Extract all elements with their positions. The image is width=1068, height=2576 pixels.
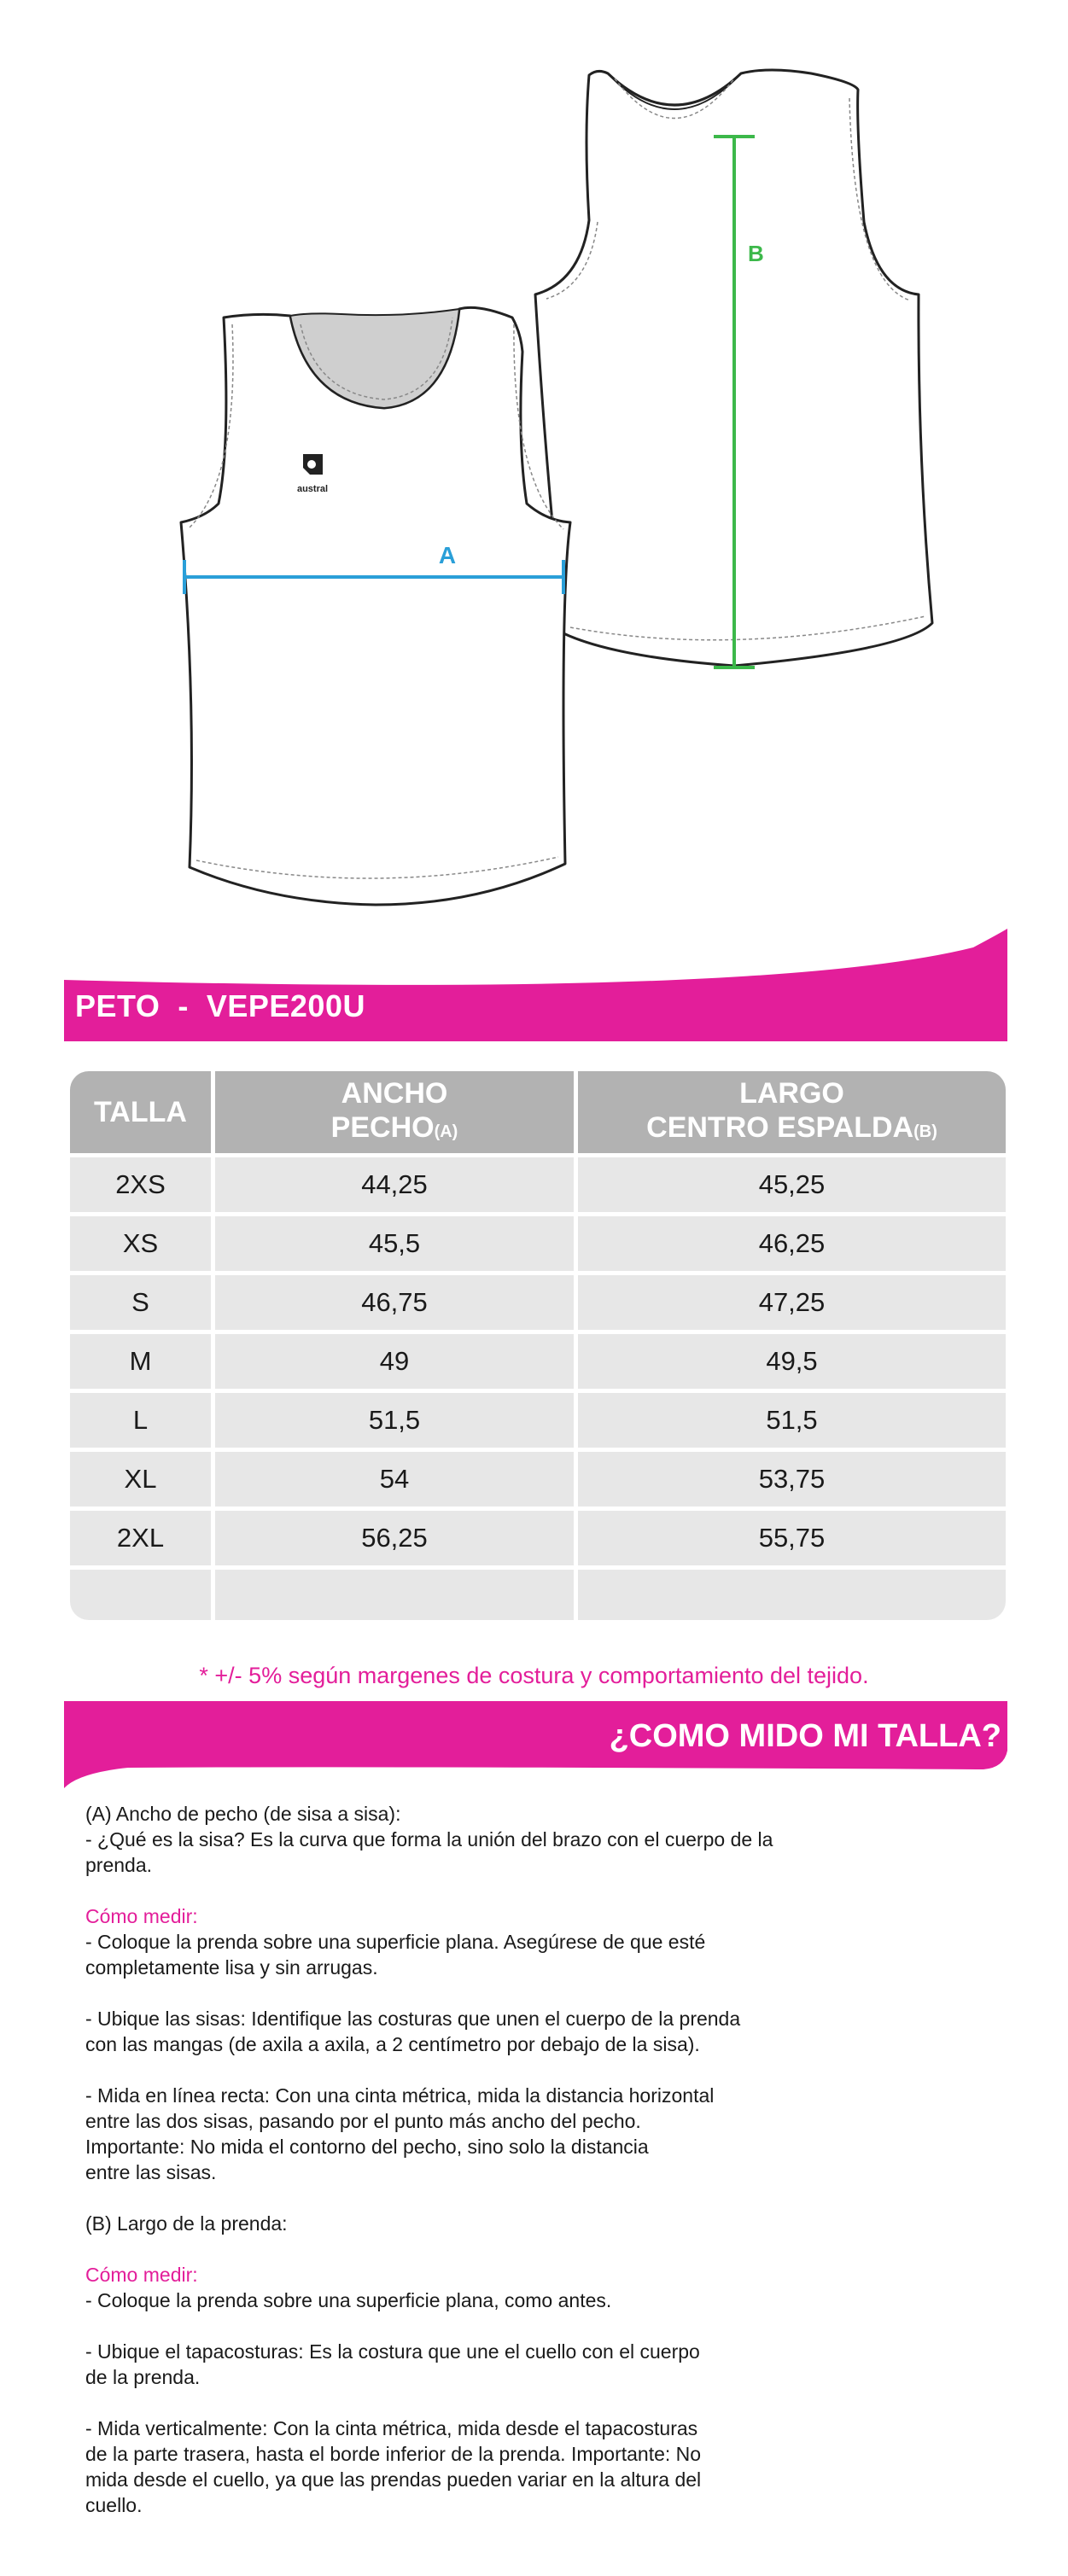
instruction-line: con las mangas (de axila a axila, a 2 centímetro por debajo de la sisa). <box>85 2033 700 2055</box>
back-length-cell: 47,25 <box>578 1271 1006 1330</box>
table-header-row <box>70 1071 1006 1153</box>
instruction-line: - Coloque la prenda sobre una superficie plana. Asegúrese de que esté <box>85 1931 706 1953</box>
instruction-line: - Ubique el tapacosturas: Es la costura que une el cuello con el cuerpo <box>85 2340 700 2363</box>
brand-wordmark: austral <box>296 484 329 494</box>
chest-width-cell: 51,5 <box>215 1389 578 1448</box>
table-row <box>70 1212 1006 1271</box>
instruction-line: cuello. <box>85 2494 143 2516</box>
instruction-line: - Mida en línea recta: Con una cinta métrica, mida la distancia horizontal <box>85 2084 715 2107</box>
header-ancho-line1: ANCHO <box>341 1076 448 1110</box>
instruction-line: Importante: No mida el contorno del pecho, sino solo la distancia <box>85 2136 649 2158</box>
tolerance-note: * +/- 5% según margenes de costura y comportamiento del tejido. <box>199 1663 869 1688</box>
instruction-line: completamente lisa y sin arrugas. <box>85 1956 378 1979</box>
title-band <box>0 922 1068 1050</box>
back-length-cell: 49,5 <box>578 1330 1006 1389</box>
instruction-line: de la prenda. <box>85 2366 201 2388</box>
instruction-line: entre las dos sisas, pasando por el punto más ancho del pecho. <box>85 2110 641 2132</box>
back-length-cell: 51,5 <box>578 1389 1006 1448</box>
product-title: PETO - VEPE200U <box>75 988 365 1023</box>
chest-width-cell: 45,5 <box>215 1212 578 1271</box>
chest-width-cell: 49 <box>215 1330 578 1389</box>
size-cell: S <box>70 1271 215 1330</box>
back-length-cell: 45,25 <box>578 1153 1006 1212</box>
header-talla-label: TALLA <box>94 1096 187 1128</box>
size-cell: XL <box>70 1448 215 1507</box>
garment-drawing <box>0 0 1068 939</box>
header-largo-line1: LARGO <box>739 1076 844 1110</box>
garment-illustration <box>0 0 1068 939</box>
instruction-line: - Coloque la prenda sobre una superficie plana, como antes. <box>85 2289 612 2311</box>
back-length-cell: 55,75 <box>578 1507 1006 1565</box>
title-band-shape <box>0 922 1068 1050</box>
instruction-line: de la parte trasera, hasta el borde inferior de la prenda. Importante: No <box>85 2443 702 2465</box>
measuring-instructions <box>85 1801 820 2518</box>
label-a: A <box>438 542 457 568</box>
label-b: B <box>748 241 764 266</box>
header-ancho-suffix: (A) <box>434 1122 458 1141</box>
chest-width-cell: 46,75 <box>215 1271 578 1330</box>
table-row <box>70 1271 1006 1330</box>
how-to-measure-heading: Cómo medir: <box>85 2264 198 2286</box>
section-a-title: (A) Ancho de pecho (de sisa a sisa): <box>85 1803 401 1825</box>
chest-width-cell: 56,25 <box>215 1507 578 1565</box>
table-row <box>70 1448 1006 1507</box>
header-largo-line2: CENTRO ESPALDA <box>646 1110 914 1144</box>
size-cell: M <box>70 1330 215 1389</box>
chest-width-cell: 44,25 <box>215 1153 578 1212</box>
empty-cell <box>215 1565 578 1620</box>
empty-cell <box>70 1565 215 1620</box>
instruction-line: mida desde el cuello, ya que las prendas pueden variar en la altura del <box>85 2468 702 2491</box>
instruction-line: entre las sisas. <box>85 2161 217 2183</box>
empty-cell <box>578 1565 1006 1620</box>
instruction-line: - Mida verticalmente: Con la cinta métrica, mida desde el tapacosturas <box>85 2417 698 2439</box>
column-header-ancho <box>215 1071 578 1153</box>
size-cell: 2XL <box>70 1507 215 1565</box>
size-table-wrapper <box>70 1071 1006 1620</box>
chest-width-cell: 54 <box>215 1448 578 1507</box>
table-row <box>70 1330 1006 1389</box>
section-b-title: (B) Largo de la prenda: <box>85 2212 288 2235</box>
table-row <box>70 1389 1006 1448</box>
header-largo-suffix: (B) <box>913 1122 937 1141</box>
front-garment <box>181 307 570 905</box>
sisa-definition-line: - ¿Qué es la sisa? Es la curva que forma la unión del brazo con el cuerpo de la <box>85 1828 773 1850</box>
table-row <box>70 1507 1006 1565</box>
size-cell: 2XS <box>70 1153 215 1212</box>
back-length-cell: 46,25 <box>578 1212 1006 1271</box>
header-ancho-line2: PECHO <box>330 1110 435 1144</box>
column-header-talla <box>70 1071 215 1153</box>
how-to-band <box>0 1694 1068 1788</box>
back-length-cell: 53,75 <box>578 1448 1006 1507</box>
how-to-title: ¿COMO MIDO MI TALLA? <box>609 1718 1001 1754</box>
column-header-largo <box>578 1071 1006 1153</box>
size-table <box>70 1071 1006 1620</box>
how-to-measure-heading: Cómo medir: <box>85 1905 198 1927</box>
size-cell: XS <box>70 1212 215 1271</box>
size-cell: L <box>70 1389 215 1448</box>
table-row-empty <box>70 1565 1006 1620</box>
instruction-line: - Ubique las sisas: Identifique las costuras que unen el cuerpo de la prenda <box>85 2008 741 2030</box>
table-row <box>70 1153 1006 1212</box>
sisa-definition-line: prenda. <box>85 1854 153 1876</box>
